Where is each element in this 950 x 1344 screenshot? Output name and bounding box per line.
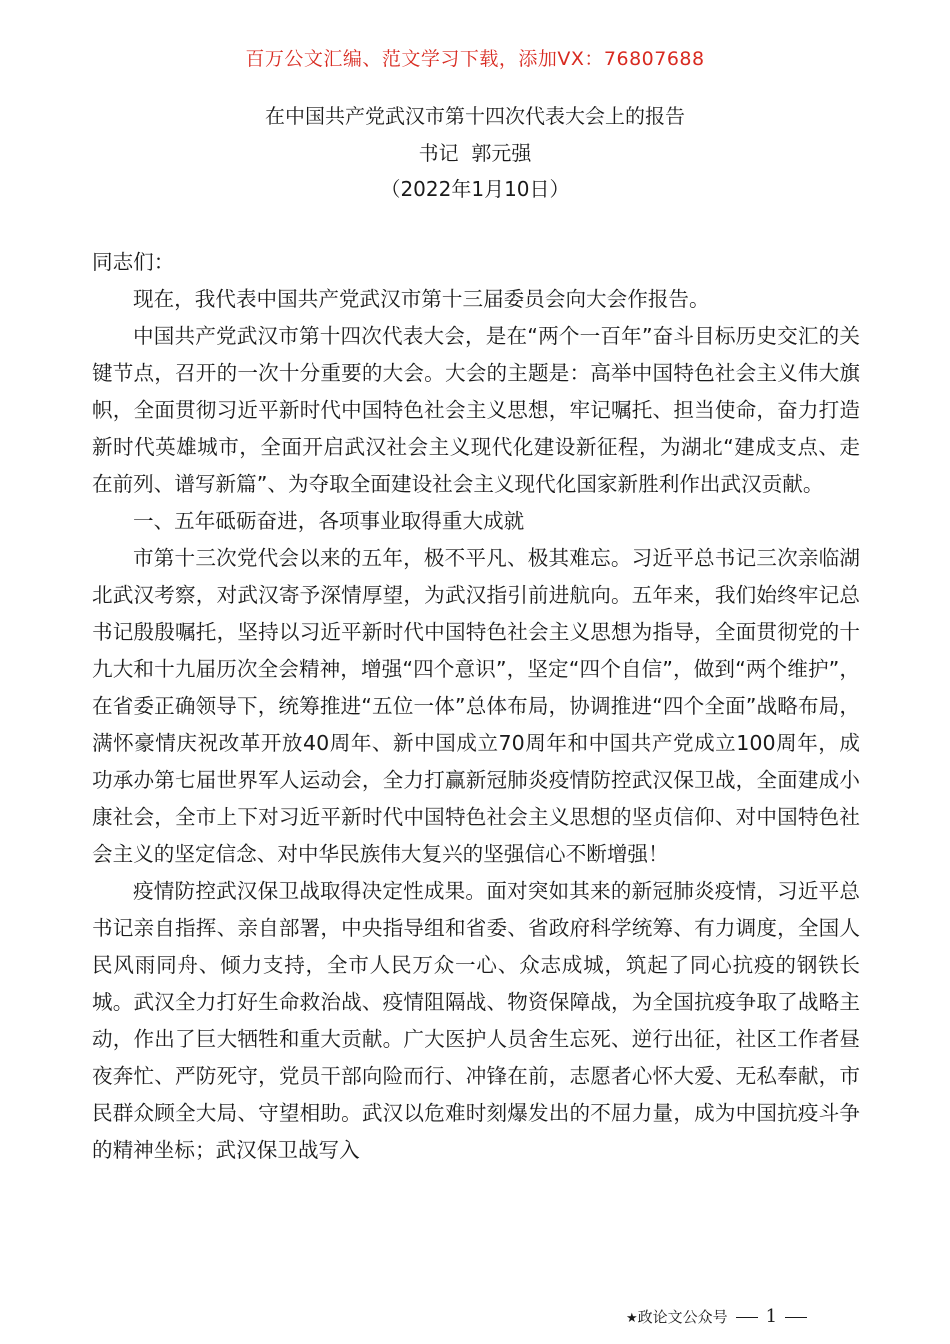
page-number: 1: [765, 1306, 778, 1327]
page-footer: [626, 1306, 815, 1327]
salutation: 同志们：: [92, 250, 175, 274]
paragraph-epidemic: 疫情防控武汉保卫战取得决定性成果。面对突如其来的新冠肺炎疫情，习近平总书记亲自指挥、亲自部署，中央指导组和省委、省政府科学统筹、有力调度，全国人民风雨同舟、倾力支持，全市人民万众一心、众志成城，筑起了同心抗疫的钢铁长城。武汉全力打好生命救治战、疫情阻隔战、物资保障战，为全国抗疫争取了战略主动，作出了巨大牺牲和重大贡献。广大医护人员舍生忘死、逆行出征，社区工作者昼夜奔忙、严防死守，党员干部向险而行、冲锋在前，志愿者心怀大爱、无私奉献，市民群众顾全大局、守望相助。武汉以危难时刻爆发出的不屈力量，成为中国抗疫斗争的精神坐标；武汉保卫战写入: [92, 879, 860, 1162]
paragraph-opening: 现在，我代表中国共产党武汉市第十三届委员会向大会作报告。: [133, 287, 710, 311]
paragraph-theme: 中国共产党武汉市第十四次代表大会，是在“两个一百年”奋斗目标历史交汇的关键节点，召开的一次十分重要的大会。大会的主题是：高举中国特色社会主义伟大旗帜，全面贯彻习近平新时代中国特色社会主义思想，牢记嘱托、担当使命，奋力打造新时代英雄城市，全面开启武汉社会主义现代化建设新征程，为湖北“建成支点、走在前列、谱写新篇”、为夺取全面建设社会主义现代化国家新胜利作出武汉贡献。: [92, 324, 860, 496]
report-body: [92, 244, 860, 1169]
watermark-text: 百万公文汇编、范文学习下载，添加VX：76807688: [245, 48, 705, 70]
report-author: 书记 郭元强: [418, 141, 532, 165]
footer-dash-left: [736, 1317, 758, 1318]
section-heading: 一、五年砥砺奋进，各项事业取得重大成就: [133, 509, 525, 533]
star-icon: ★: [626, 1311, 638, 1326]
footer-source: 政论文公众号: [637, 1308, 728, 1326]
paragraph-five-years: 市第十三次党代会以来的五年，极不平凡、极其难忘。习近平总书记三次亲临湖北武汉考察，对武汉寄予深情厚望，为武汉指引前进航向。五年来，我们始终牢记总书记殷殷嘱托，坚持以习近平新时代中国特色社会主义思想为指导，全面贯彻党的十九大和十九届历次全会精神，增强“四个意识”，坚定“四个自信”，做到“两个维护”，在省委正确领导下，统筹推进“五位一体”总体布局，协调推进“四个全面”战略布局，满怀豪情庆祝改革开放40周年、新中国成立70周年和中国共产党成立100周年，成功承办第七届世界军人运动会，全力打赢新冠肺炎疫情防控武汉保卫战，全面建成小康社会，全市上下对习近平新时代中国特色社会主义思想的坚贞信仰、对中国特色社会主义的坚定信念、对中华民族伟大复兴的坚强信心不断增强！: [92, 546, 860, 866]
footer-dash-right: [785, 1317, 807, 1318]
report-date: （2022年1月10日）: [380, 177, 570, 201]
report-title: 在中国共产党武汉市第十四次代表大会上的报告: [265, 104, 685, 128]
